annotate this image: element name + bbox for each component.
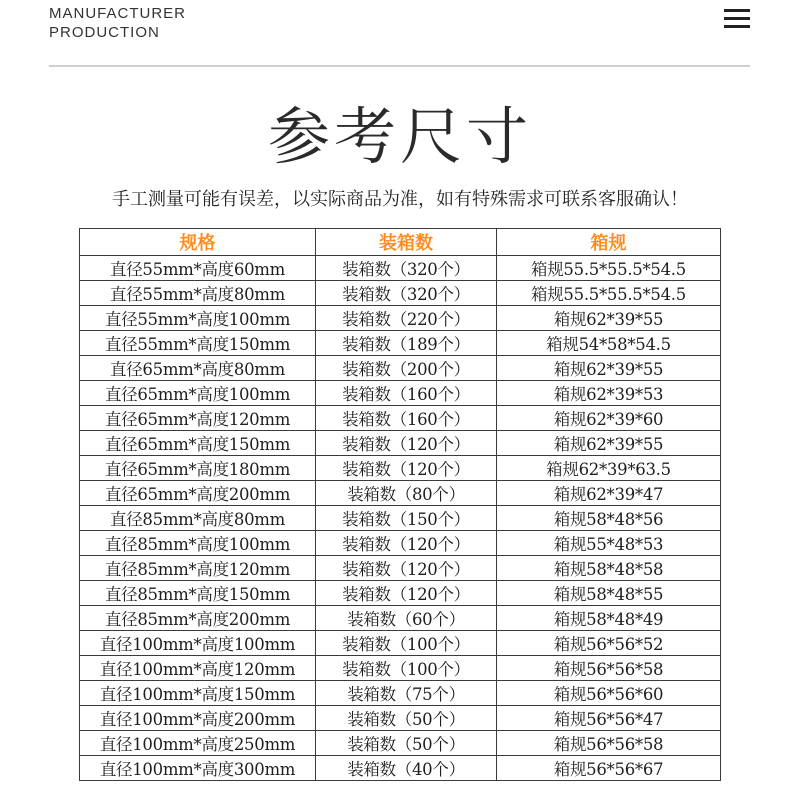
cell-carton-size: 箱规62*39*53 <box>497 381 721 406</box>
cell-carton-size: 箱规58*48*58 <box>497 556 721 581</box>
table-row <box>80 256 721 281</box>
cell-spec: 直径85mm*高度120mm <box>80 556 316 581</box>
cell-spec: 直径100mm*高度250mm <box>80 731 316 756</box>
cell-spec: 直径85mm*高度150mm <box>80 581 316 606</box>
cell-spec: 直径85mm*高度200mm <box>80 606 316 631</box>
cell-quantity: 装箱数（120个） <box>316 581 497 606</box>
cell-carton-size: 箱规56*56*58 <box>497 656 721 681</box>
cell-spec: 直径85mm*高度80mm <box>80 506 316 531</box>
cell-quantity: 装箱数（220个） <box>316 306 497 331</box>
cell-quantity: 装箱数（50个） <box>316 731 497 756</box>
table-row <box>80 731 721 756</box>
table-row <box>80 331 721 356</box>
column-header-quantity: 装箱数 <box>316 229 497 256</box>
cell-quantity: 装箱数（200个） <box>316 356 497 381</box>
cell-carton-size: 箱规58*48*55 <box>497 581 721 606</box>
cell-spec: 直径55mm*高度100mm <box>80 306 316 331</box>
table-row <box>80 506 721 531</box>
cell-carton-size: 箱规62*39*60 <box>497 406 721 431</box>
cell-quantity: 装箱数（120个） <box>316 556 497 581</box>
cell-carton-size: 箱规56*56*67 <box>497 756 721 781</box>
cell-quantity: 装箱数（120个） <box>316 431 497 456</box>
cell-spec: 直径100mm*高度200mm <box>80 706 316 731</box>
cell-quantity: 装箱数（40个） <box>316 756 497 781</box>
cell-carton-size: 箱规56*56*52 <box>497 631 721 656</box>
cell-carton-size: 箱规58*48*56 <box>497 506 721 531</box>
cell-spec: 直径65mm*高度80mm <box>80 356 316 381</box>
cell-quantity: 装箱数（160个） <box>316 381 497 406</box>
cell-spec: 直径65mm*高度150mm <box>80 431 316 456</box>
table-row <box>80 631 721 656</box>
cell-spec: 直径65mm*高度100mm <box>80 381 316 406</box>
cell-quantity: 装箱数（75个） <box>316 681 497 706</box>
table-row <box>80 556 721 581</box>
cell-carton-size: 箱规55.5*55.5*54.5 <box>497 281 721 306</box>
cell-quantity: 装箱数（160个） <box>316 406 497 431</box>
table-row <box>80 531 721 556</box>
menu-bar <box>724 9 750 12</box>
cell-carton-size: 箱规56*56*60 <box>497 681 721 706</box>
brand-line-1: MANUFACTURER <box>49 5 187 22</box>
cell-quantity: 装箱数（189个） <box>316 331 497 356</box>
table-row <box>80 681 721 706</box>
table-row <box>80 381 721 406</box>
cell-quantity: 装箱数（120个） <box>316 456 497 481</box>
cell-quantity: 装箱数（320个） <box>316 256 497 281</box>
cell-spec: 直径100mm*高度100mm <box>80 631 316 656</box>
cell-carton-size: 箱规55.5*55.5*54.5 <box>497 256 721 281</box>
table-row <box>80 306 721 331</box>
size-spec-table <box>79 228 721 781</box>
column-header-carton-size: 箱规 <box>497 229 721 256</box>
cell-spec: 直径55mm*高度60mm <box>80 256 316 281</box>
cell-quantity: 装箱数（100个） <box>316 656 497 681</box>
table-row <box>80 431 721 456</box>
cell-spec: 直径65mm*高度180mm <box>80 456 316 481</box>
cell-carton-size: 箱规62*39*55 <box>497 306 721 331</box>
cell-carton-size: 箱规62*39*63.5 <box>497 456 721 481</box>
page-title: 参考尺寸 <box>267 100 532 173</box>
table-row <box>80 656 721 681</box>
cell-quantity: 装箱数（50个） <box>316 706 497 731</box>
brand-line-2: PRODUCTION <box>49 24 160 41</box>
cell-spec: 直径55mm*高度80mm <box>80 281 316 306</box>
table-row <box>80 606 721 631</box>
cell-spec: 直径55mm*高度150mm <box>80 331 316 356</box>
cell-spec: 直径100mm*高度150mm <box>80 681 316 706</box>
table-row <box>80 406 721 431</box>
cell-spec: 直径85mm*高度100mm <box>80 531 316 556</box>
hamburger-menu-icon[interactable] <box>724 8 750 30</box>
table-row <box>80 581 721 606</box>
cell-quantity: 装箱数（60个） <box>316 606 497 631</box>
measurement-notice: 手工测量可能有误差，以实际商品为准，如有特殊需求可联系客服确认！ <box>112 189 688 210</box>
cell-carton-size: 箱规62*39*55 <box>497 431 721 456</box>
table-row <box>80 456 721 481</box>
cell-carton-size: 箱规62*39*47 <box>497 481 721 506</box>
menu-bar <box>724 25 750 28</box>
column-header-spec: 规格 <box>80 229 316 256</box>
table-row <box>80 281 721 306</box>
cell-spec: 直径100mm*高度300mm <box>80 756 316 781</box>
table-row <box>80 706 721 731</box>
cell-quantity: 装箱数（150个） <box>316 506 497 531</box>
table-header-row <box>80 229 721 256</box>
cell-quantity: 装箱数（120个） <box>316 531 497 556</box>
cell-carton-size: 箱规58*48*49 <box>497 606 721 631</box>
cell-carton-size: 箱规56*56*47 <box>497 706 721 731</box>
cell-quantity: 装箱数（320个） <box>316 281 497 306</box>
cell-carton-size: 箱规62*39*55 <box>497 356 721 381</box>
table-row <box>80 356 721 381</box>
cell-quantity: 装箱数（80个） <box>316 481 497 506</box>
cell-carton-size: 箱规56*56*58 <box>497 731 721 756</box>
table-row <box>80 481 721 506</box>
cell-carton-size: 箱规54*58*54.5 <box>497 331 721 356</box>
cell-carton-size: 箱规55*48*53 <box>497 531 721 556</box>
cell-spec: 直径100mm*高度120mm <box>80 656 316 681</box>
cell-spec: 直径65mm*高度200mm <box>80 481 316 506</box>
brand-logo-text <box>49 4 186 42</box>
menu-bar <box>724 17 750 20</box>
cell-spec: 直径65mm*高度120mm <box>80 406 316 431</box>
table-row <box>80 756 721 781</box>
cell-quantity: 装箱数（100个） <box>316 631 497 656</box>
header-divider <box>49 65 750 67</box>
